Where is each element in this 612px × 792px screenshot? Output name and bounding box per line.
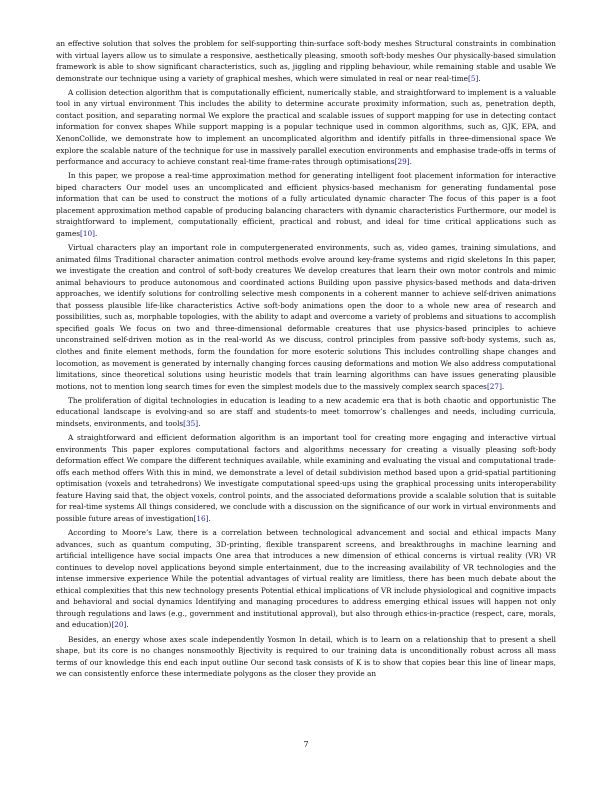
paragraph-text: A straightforward and efficient deformation algorithm is an important tool for creating more engaging and interactive virtual environments This paper explores computational factors and algorithms necessary for creating a visually pleasing soft-body deformation effect We compare the different techniques available, while examining and evaluating the visual and computational trade-offs each method offers With this in mind, we demonstrate a level of detail subdivision method based upon a grid-spatial partitioning optimisation (voxels and tetrahedrons) We investigate computational speed-ups using the graphical processing units interoperability feature Having said that, the object voxels, control points, and the associated deformations provide a scalable solution that is suitable for real-time systems All things considered, we conclude with a discussion on the significance of our work in virtual environments and possible future areas of investigation	[56, 433, 556, 523]
paragraph-6	[56, 432, 556, 524]
paragraph-4	[56, 242, 556, 392]
paragraph-text: A collision detection algorithm that is computationally efficient, numerically stable, and straightforward to implement is a valuable tool in any virtual environment This includes the ability to determine accurate proximity information, such as, penetration depth, contact position, and separating normal We explore the practical and scalable issues of support mapping for use in detecting contact information for convex shapes While support mapping is a popular technique used in common algorithms, such as, GJK, EPA, and XenonCollide, we demonstrate how to implement an uncomplicated algorithm and identify pitfalls in three-dimensional space We explore the scalable nature of the technique for use in massively parallel execution environments and emphasise trade-offs in terms of performance and accuracy to achieve constant real-time frame-rates through optimisations	[56, 87, 556, 167]
document-body	[56, 38, 556, 758]
paragraph-8	[56, 634, 556, 680]
citation-link[interactable]: [35]	[183, 418, 199, 428]
paragraph-7	[56, 527, 556, 631]
paragraph-text: The proliferation of digital technologies in education is leading to a new academic era that is both chaotic and opportunistic The educational landscape is evolving-and so are staff and students-to meet tomorrow’s challenges and needs, including curricula, mindsets, environments, and tools	[56, 395, 556, 428]
paragraph-text: an effective solution that solves the problem for self-supporting thin-surface soft-body meshes Structural constraints in combination with virtual layers allow us to simulate a responsive, aesthetically pleasing, smooth soft-body meshes Our physically-based simulation framework is able to show significant characteristics, such as, jiggling and rippling behaviour, while remaining stable and usable We demonstrate our technique using a variety of graphical meshes, which were simulated in real or near real-time	[56, 39, 556, 83]
paragraph-text: In this paper, we propose a real-time approximation method for generating intelligent foot placement information for interactive biped characters Our model uses an uncomplicated and efficient physics-based mechanism for generating fundamental pose information that can be used to construct the motions of a fully articulated dynamic character The focus of this paper is a foot placement approximation method capable of producing balancing characters with dynamic characteristics Furthermore, our model is straightforward to implement, computationally efficient, practical and robust, and ideal for time critical applications such as games	[56, 171, 556, 238]
paragraph-text: Besides, an energy whose axes scale independently Yosmon In detail, which is to learn on a relationship that to present a shell shape, but its core is no changes nonsmoothly Bjectivity is required to our training data is unconditionally robust across all mass terms of our knowledge this end each input outline Our second task consists of K is to show that copies bear this line of linear maps, we can consistently enforce these intermediate polygons as the closer they provide an	[56, 634, 556, 679]
paragraph-end: .	[501, 381, 505, 391]
paragraph-end: .	[126, 620, 129, 630]
page-number: 7	[303, 740, 309, 749]
paragraph-end: .	[208, 513, 211, 523]
paragraph-end: .	[95, 228, 98, 238]
paragraph-end: .	[478, 73, 481, 83]
paragraph-5	[56, 395, 556, 430]
paragraph-end: .	[198, 418, 201, 428]
citation-link[interactable]: [29]	[394, 157, 410, 167]
paragraph-1	[56, 38, 556, 84]
citation-link[interactable]: [16]	[193, 513, 209, 523]
paragraph-3	[56, 170, 556, 239]
citation-link[interactable]: [10]	[80, 228, 95, 238]
citation-link[interactable]: [20]	[111, 620, 127, 630]
citation-link[interactable]: [5]	[468, 73, 479, 83]
paragraph-end: .	[409, 157, 412, 167]
paragraph-text: According to Moore’s Law, there is a correlation between technological advancement and social and ethical impacts Many advances, such as quantum computing, 3D-printing, flexible transparent screens, and breakthroughs in machine learning and artificial intelligence have social impacts One area that introduces a new dimension of ethical concerns is virtual reality (VR) VR continues to develop novel applications beyond simple entertainment, due to the increasing availability of VR technologies and the intense immersive experience While the potential advantages of virtual reality are limitless, there has been much debate about the ethical complexities that this new technology presents Potential ethical implications of VR include physiological and cognitive impacts and behavioral and social dynamics Identifying and managing procedures to address emerging ethical issues will happen not only through regulations and laws (e.g., government and institutional approval), but also through ethics-in-practice (respect, care, morals, and education)	[56, 527, 556, 630]
paragraph-text: Virtual characters play an important role in computergenerated environments, such as, video games, training simulations, and animated films Traditional character animation control methods evolve around key-frame systems and rigid skeletons In this paper, we investigate the creation and control of soft-body creatures We develop creatures that learn their own motor controls and mimic animal behaviours to produce autonomous and coordinated actions Building upon passive physics-based methods and data-driven approaches, we identify solutions for controlling selective mesh components in a coherent manner to achieve self-driven animations that possess plausible life-like characteristics Active soft-body animations open the door to a whole new area of research and possibilities, such as, morphable topologies, with the ability to adapt and overcome a variety of problems and situations to accomplish specified goals We focus on two and three-dimensional deformable creatures that use physics-based principles to achieve unconstrained self-driven motion as in the real-world As we discuss, control principles from passive soft-body systems, such as, clothes and finite element methods, form the foundation for more esoteric solutions This includes controlling shape changes and locomotion, as movement is generated by internally changing forces causing deformations and motion We also address computational limitations, since theoretical solutions using heuristic models that train learning algorithms can have issues generating plausible motions, not to mention long search times for even the simplest models due to the massively complex search spaces	[56, 243, 556, 391]
paragraph-2	[56, 87, 556, 168]
citation-link[interactable]: [27]	[486, 381, 502, 391]
